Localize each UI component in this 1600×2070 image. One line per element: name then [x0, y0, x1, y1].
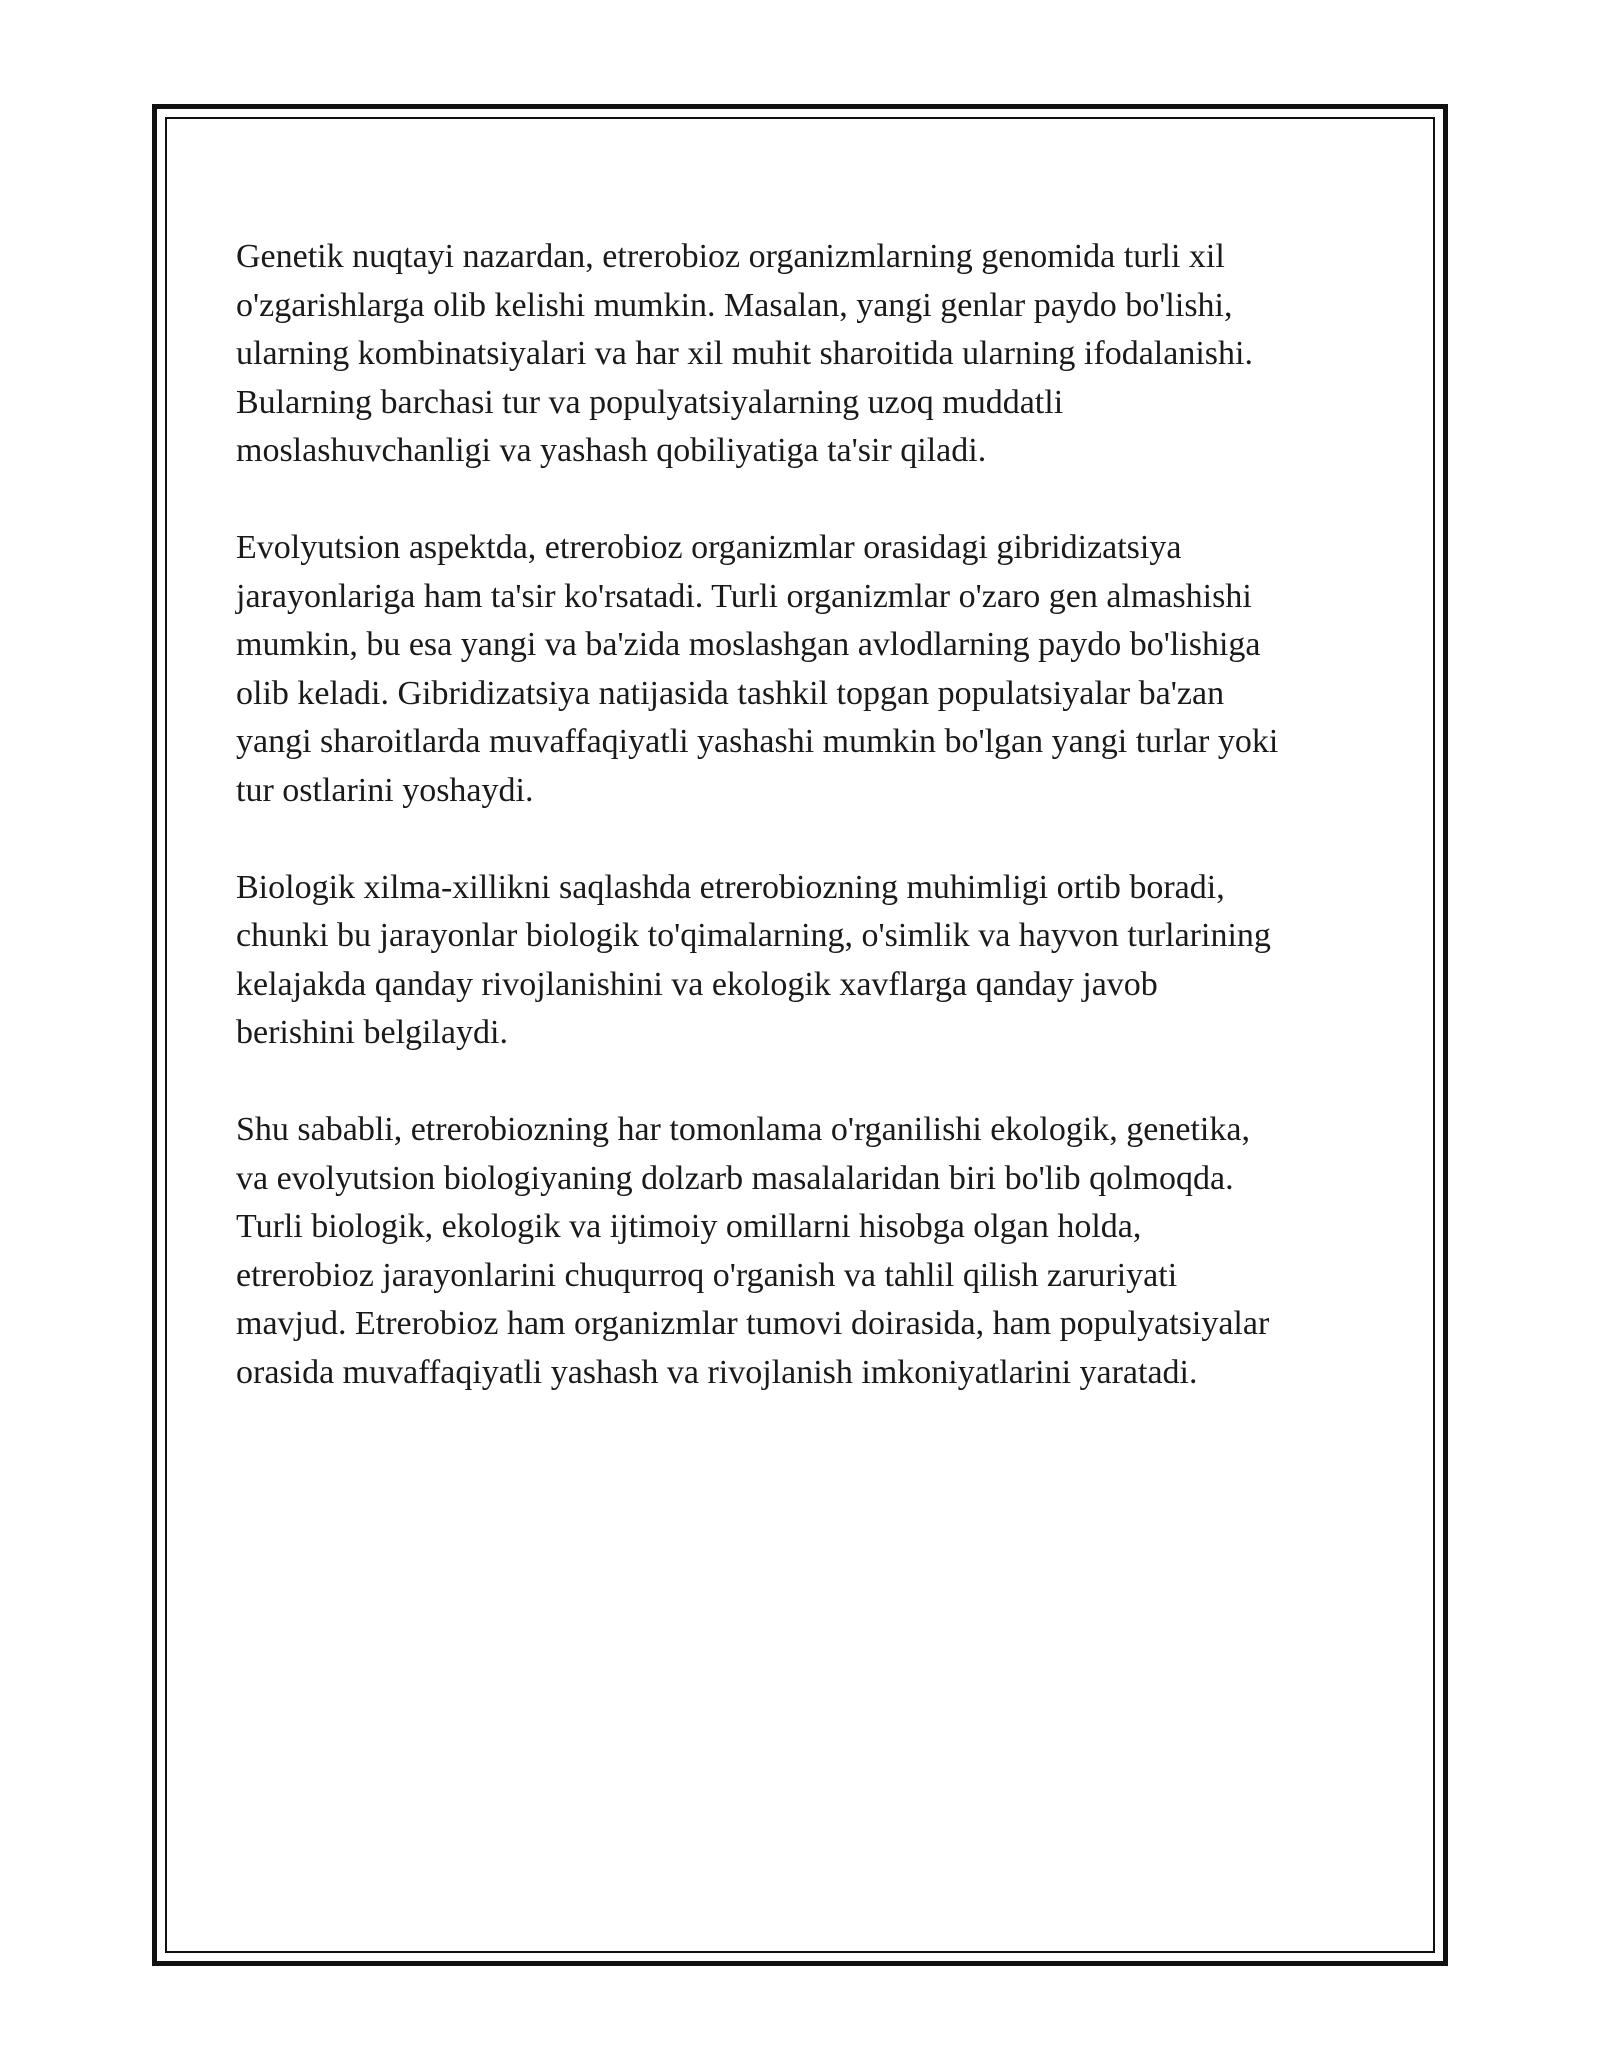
paragraph-genetics: Genetik nuqtayi nazardan, etrerobioz organizmlarning genomida turli xil o'zgarishlarga olib kelishi mumkin. Masalan, yangi genlar paydo bo'lishi, ularning kombinatsiyalari va har xil muhit sharoitida ularning ifodalanishi. Bularning barchasi tur va populyatsiyalarning uzoq muddatli moslashuvchanligi va yashash qobiliyatiga ta'sir qiladi.	[236, 238, 1253, 469]
paragraph-biodiversity: Biologik xilma-xillikni saqlashda etrerobiozning muhimligi ortib boradi, chunki bu jarayonlar biologik to'qimalarning, o'simlik va hayvon turlarining kelajakda qanday rivojlanishini va ekologik xavflarga qanday javob berishini belgilaydi.	[236, 868, 1271, 1051]
paragraph-conclusion: Shu sababli, etrerobiozning har tomonlama o'rganilishi ekologik, genetika, va evolyutsion biologiyaning dolzarb masalalaridan biri bo'lib qolmoqda. Turli biologik, ekologik va ijtimoiy omillarni hisobga olgan holda, etrerobioz jarayonlarini chuqurroq o'rganish va tahlil qilish zaruriyati mavjud. Etrerobioz ham organizmlar tumovi doirasida, ham populyatsiyalar orasida muvaffaqiyatli yashash va rivojlanish imkoniyatlarini yaratadi.	[236, 1111, 1270, 1391]
document-body	[236, 233, 1376, 1446]
paragraph-evolution: Evolyutsion aspektda, etrerobioz organizmlar orasidagi gibridizatsiya jarayonlariga ham ta'sir ko'rsatadi. Turli organizmlar o'zaro gen almashishi mumkin, bu esa yangi va ba'zida moslashgan avlodlarning paydo bo'lishiga olib keladi. Gibridizatsiya natijasida tashkil topgan populatsiyalar ba'zan yangi sharoitlarda muvaffaqiyatli yashashi mumkin bo'lgan yangi turlar yoki tur ostlarini yoshaydi.	[236, 529, 1279, 809]
